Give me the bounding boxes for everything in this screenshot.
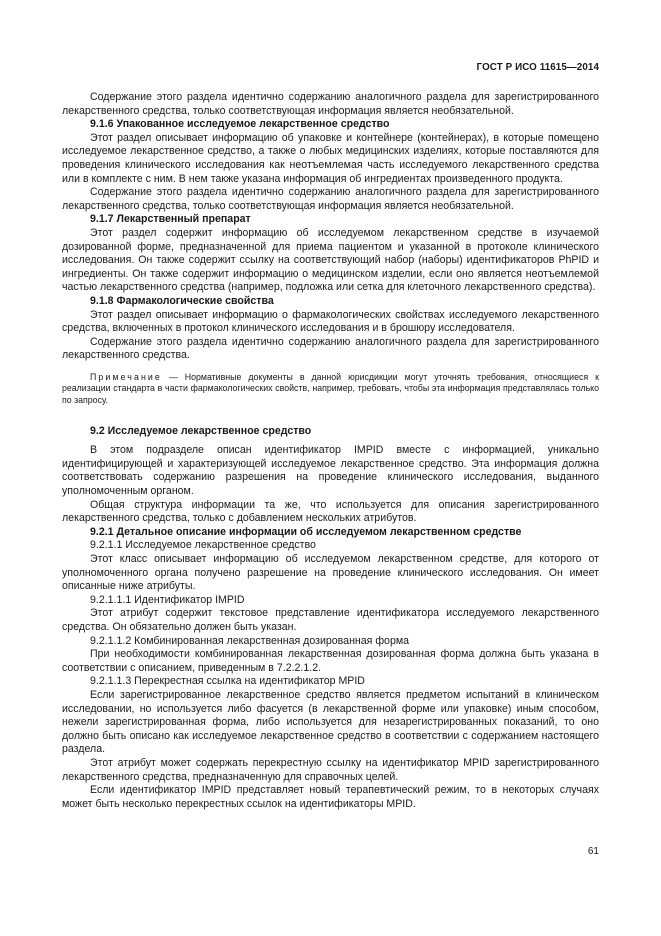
paragraph: Содержание этого раздела идентично содержанию аналогичного раздела для зарегистрированного лекарственного средства. <box>62 335 599 362</box>
heading-9-1-6: 9.1.6 Упакованное исследуемое лекарственное средство <box>90 118 390 131</box>
paragraph: В этом подразделе описан идентификатор IMPID вместе с информацией, уникально идентифицирующей и характеризующей исследуемое лекарственное средство. Эта информация должна соответствовать содержанию разрешения на проведение клинического исследования, выданного уполномоченным органом. <box>62 444 599 498</box>
subheading-9-2-1-1-3: 9.2.1.1.3 Перекрестная ссылка на идентификатор MPID <box>90 675 365 688</box>
page-number: 61 <box>587 846 599 857</box>
subheading-9-2-1-1-1: 9.2.1.1.1 Идентификатор IMPID <box>90 593 245 606</box>
note-text: — Нормативные документы в данной юрисдикции могут уточнять требования, относящиеся к реализации стандарта в части фармакологических свойств, например, требовать, чтобы эта информация представлялась только по запросу. <box>62 371 599 406</box>
heading-9-2-1: 9.2.1 Детальное описание информации об исследуемом лекарственном средстве <box>90 525 522 538</box>
paragraph: Этот класс описывает информацию об исследуемом лекарственном средстве, для которого от уполномоченного органа получено разрешение на проведение клинического исследования. Он имеет описанные ниже атрибуты. <box>62 553 599 593</box>
paragraph: Этот атрибут содержит текстовое представление идентификатора исследуемого лекарственного средства. Он обязательно должен быть указан. <box>62 607 599 633</box>
paragraph: Содержание этого раздела идентично содержанию аналогичного раздела для зарегистрированного лекарственного средства, только соответствующая информация является необязательной. <box>62 91 599 117</box>
paragraph: Этот раздел описывает информацию о фармакологических свойствах исследуемого лекарственного средства, включенных в протокол клинического исследования и в брошюру исследователя. <box>62 308 599 335</box>
subheading-9-2-1-1-2: 9.2.1.1.2 Комбинированная лекарственная дозированная форма <box>90 634 410 647</box>
page-content <box>62 91 599 811</box>
paragraph: Этот атрибут может содержать перекрестную ссылку на идентификатор MPID зарегистрированного лекарственного средства, предназначенную для справочных целей. <box>62 756 599 783</box>
paragraph: Содержание этого раздела идентично содержанию аналогичного раздела для зарегистрированного лекарственного средства, только соответствующая информация является необязательной. <box>62 186 599 212</box>
paragraph: Если идентификатор IMPID представляет новый терапевтический режим, то в некоторых случаях может быть несколько перекрестных ссылок на идентификаторы MPID. <box>62 784 599 810</box>
note <box>62 372 599 407</box>
subheading-9-2-1-1: 9.2.1.1 Исследуемое лекарственное средство <box>90 539 316 552</box>
heading-9-1-7: 9.1.7 Лекарственный препарат <box>90 213 251 226</box>
paragraph: Если зарегистрированное лекарственное средство является предметом испытаний в клиническом исследовании, но используется либо фасуется (в лекарственной форме или упаковке) иным способом, нежели зарегистрированная форма, либо используется для незарегистрированных показаний, то оно должно быть описано как исследуемое лекарственное средство в соответствии с содержанием настоящего раздела. <box>62 688 599 756</box>
note-label: Примечание <box>90 371 162 382</box>
running-header: ГОСТ Р ИСО 11615—2014 <box>476 62 599 73</box>
paragraph: Этот раздел описывает информацию об упаковке и контейнере (контейнерах), в которые помещено исследуемое лекарственное средство, а также о любых медицинских изделиях, которые поставляются для проведения клинического исследования как неотъемлемая часть исследуемого лекарственного средства или в комплекте с ним. В нем также указана информация об ингредиентах произведенного продукта. <box>62 131 599 185</box>
paragraph: Этот раздел содержит информацию об исследуемом лекарственном средстве в изучаемой дозированной форме, предназначенной для приема пациентом и указанной в протоколе клинического исследования. Он также содержит ссылку на соответствующий набор (наборы) идентификаторов PhPID и ингредиенты. Он также содержит информацию о медицинском изделии, если оно является неотъемлемой частью лекарственного средства (например, подложка или сетка для клеточного лекарственного средства). <box>62 226 599 294</box>
paragraph: Общая структура информации та же, что используется для описания зарегистрированного лекарственного средства, только с добавлением нескольких атрибутов. <box>62 498 599 525</box>
heading-9-1-8: 9.1.8 Фармакологические свойства <box>90 294 274 307</box>
paragraph: При необходимости комбинированная лекарственная дозированная форма должна быть указана в соответствии с описанием, приведенным в 7.2.2.1.2. <box>62 648 599 674</box>
heading-9-2: 9.2 Исследуемое лекарственное средство <box>90 424 312 437</box>
